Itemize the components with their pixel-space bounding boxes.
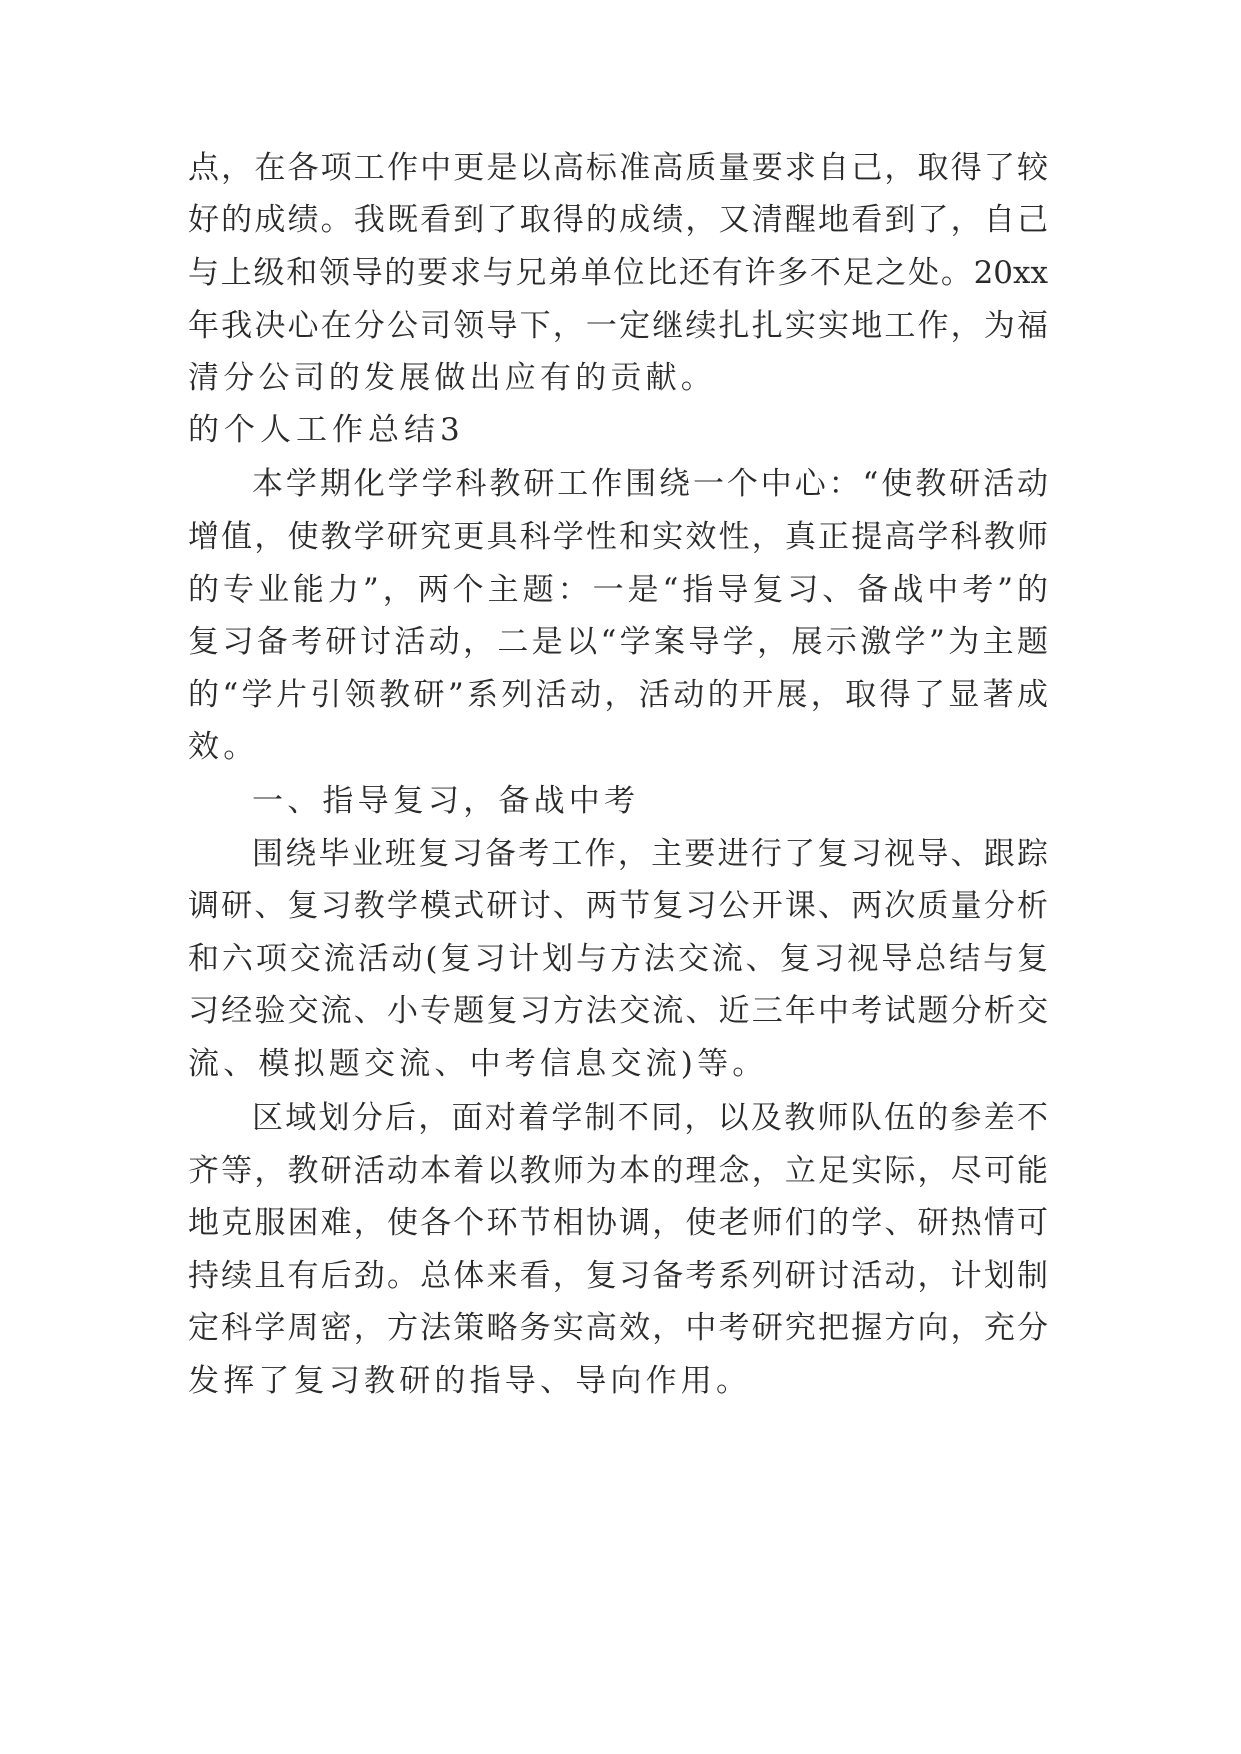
- paragraph-line: 点，在各项工作中更是以高标准高质量要求自己，取得了较: [188, 150, 1048, 186]
- subsection-heading: 一、指导复习，备战中考: [252, 783, 640, 819]
- paragraph-line: 本学期化学学科教研工作围绕一个中心：“使教研活动: [252, 466, 1048, 502]
- paragraph-line: 和六项交流活动(复习计划与方法交流、复习视导总结与复: [188, 941, 1048, 977]
- paragraph-line: 地克服困难，使各个环节相协调，使老师们的学、研热情可: [188, 1205, 1048, 1241]
- paragraph-line: 复习备考研讨活动，二是以“学案导学，展示激学”为主题: [188, 624, 1048, 660]
- paragraph-line: 增值，使教学研究更具科学性和实效性，真正提高学科教师: [188, 519, 1048, 555]
- paragraph-line: 调研、复习教学模式研讨、两节复习公开课、两次质量分析: [188, 888, 1048, 924]
- paragraph-line: 的专业能力”，两个主题：一是“指导复习、备战中考”的: [188, 572, 1048, 608]
- paragraph-line: 流、模拟题交流、中考信息交流)等。: [188, 1046, 768, 1082]
- paragraph-line: 定科学周密，方法策略务实高效，中考研究把握方向，充分: [188, 1310, 1048, 1346]
- paragraph-line: 清分公司的发展做出应有的贡献。: [188, 360, 716, 396]
- section-title: 的个人工作总结3: [188, 412, 465, 448]
- paragraph-line: 与上级和领导的要求与兄弟单位比还有许多不足之处。20xx: [188, 255, 1048, 291]
- paragraph-line: 区域划分后，面对着学制不同，以及教师队伍的参差不: [252, 1100, 1048, 1136]
- paragraph-line: 好的成绩。我既看到了取得的成绩，又清醒地看到了，自己: [188, 202, 1048, 238]
- paragraph-line: 习经验交流、小专题复习方法交流、近三年中考试题分析交: [188, 993, 1048, 1029]
- paragraph-line: 齐等，教研活动本着以教师为本的理念，立足实际，尽可能: [188, 1153, 1048, 1189]
- paragraph-line: 年我决心在分公司领导下，一定继续扎扎实实地工作，为福: [188, 308, 1048, 344]
- paragraph-line: 效。: [188, 729, 259, 765]
- paragraph-line: 发挥了复习教研的指导、导向作用。: [188, 1363, 752, 1399]
- paragraph-line: 的“学片引领教研”系列活动，活动的开展，取得了显著成: [188, 677, 1048, 713]
- paragraph-line: 持续且有后劲。总体来看，复习备考系列研讨活动，计划制: [188, 1258, 1048, 1294]
- paragraph-line: 围绕毕业班复习备考工作，主要进行了复习视导、跟踪: [252, 836, 1048, 872]
